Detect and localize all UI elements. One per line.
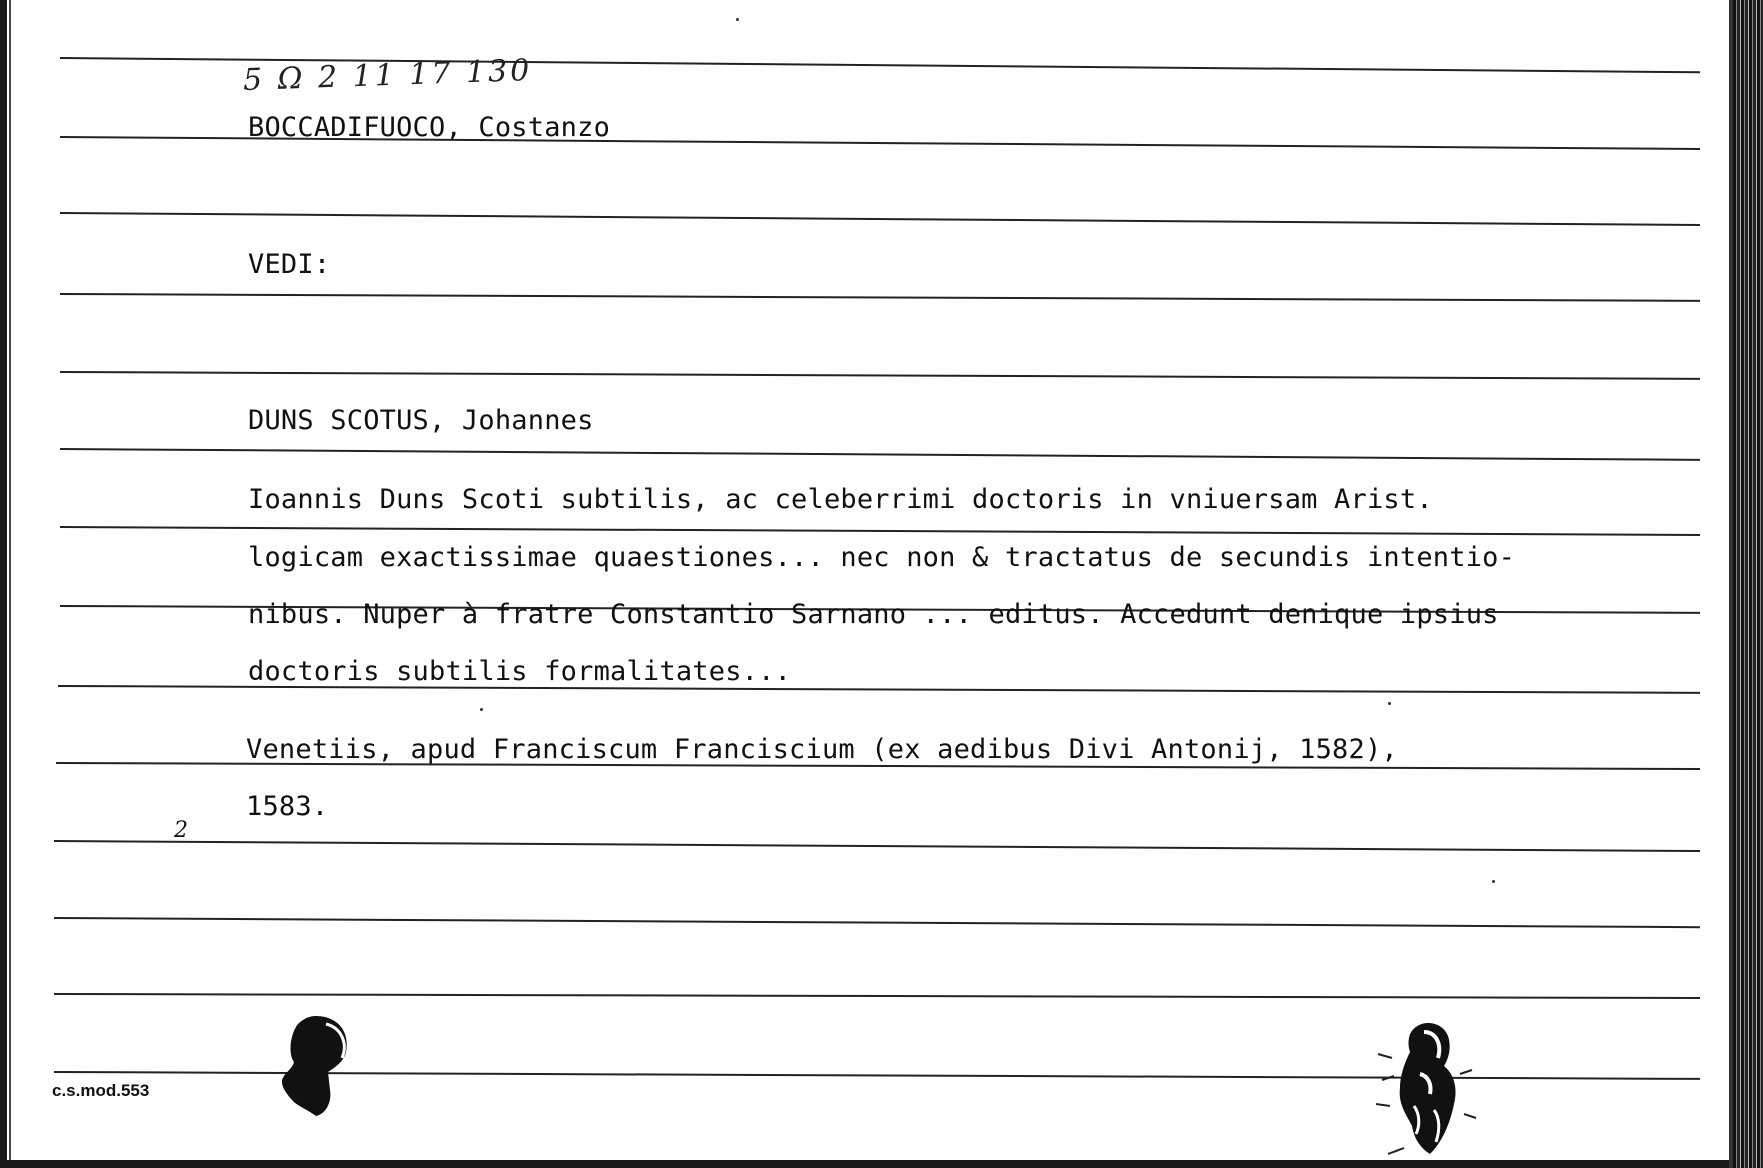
- imprint-line: 1583.: [246, 791, 329, 822]
- card-edge-right: [1733, 0, 1763, 1168]
- ruled-line: [60, 448, 1700, 461]
- card-edge-left-inner: [9, 0, 11, 1168]
- ruled-line: [54, 840, 1700, 852]
- speck: [1388, 702, 1391, 705]
- ruled-line: [60, 212, 1700, 226]
- heading-author: BOCCADIFUOCO, Costanzo: [248, 112, 611, 143]
- card-edge-left: [0, 0, 7, 1168]
- card-edge-bottom: [0, 1160, 1763, 1168]
- ruled-line: [54, 917, 1700, 928]
- entry-author: DUNS SCOTUS, Johannes: [248, 405, 594, 436]
- ruled-line: [60, 371, 1700, 380]
- speck: [1492, 880, 1495, 883]
- title-line: nibus. Nuper à fratre Constantio Sarnano ... editus. Accedunt denique ipsius: [248, 599, 1499, 630]
- punch-hole-right: [1370, 1014, 1480, 1168]
- punch-hole-left: [268, 1010, 358, 1120]
- form-code: c.s.mod.553: [52, 1081, 150, 1100]
- ruled-line: [60, 293, 1700, 302]
- see-label: VEDI:: [248, 249, 331, 280]
- speck: [480, 708, 483, 711]
- title-line: logicam exactissimae quaestiones... nec non & tractatus de secundis intentio-: [248, 542, 1516, 573]
- title-line: Ioannis Duns Scoti subtilis, ac celeberrimi doctoris in vniuersam Arist.: [248, 484, 1433, 515]
- speck: [736, 18, 739, 21]
- ruled-line: [60, 526, 1700, 536]
- handwritten-shelfmark: 5 Ω 2 11 17 130: [242, 52, 533, 99]
- title-line: doctoris subtilis formalitates...: [248, 656, 792, 687]
- margin-mark: 2: [174, 818, 188, 843]
- imprint-line: Venetiis, apud Franciscum Franciscium (ex aedibus Divi Antonij, 1582),: [246, 734, 1398, 765]
- ruled-line: [54, 993, 1700, 999]
